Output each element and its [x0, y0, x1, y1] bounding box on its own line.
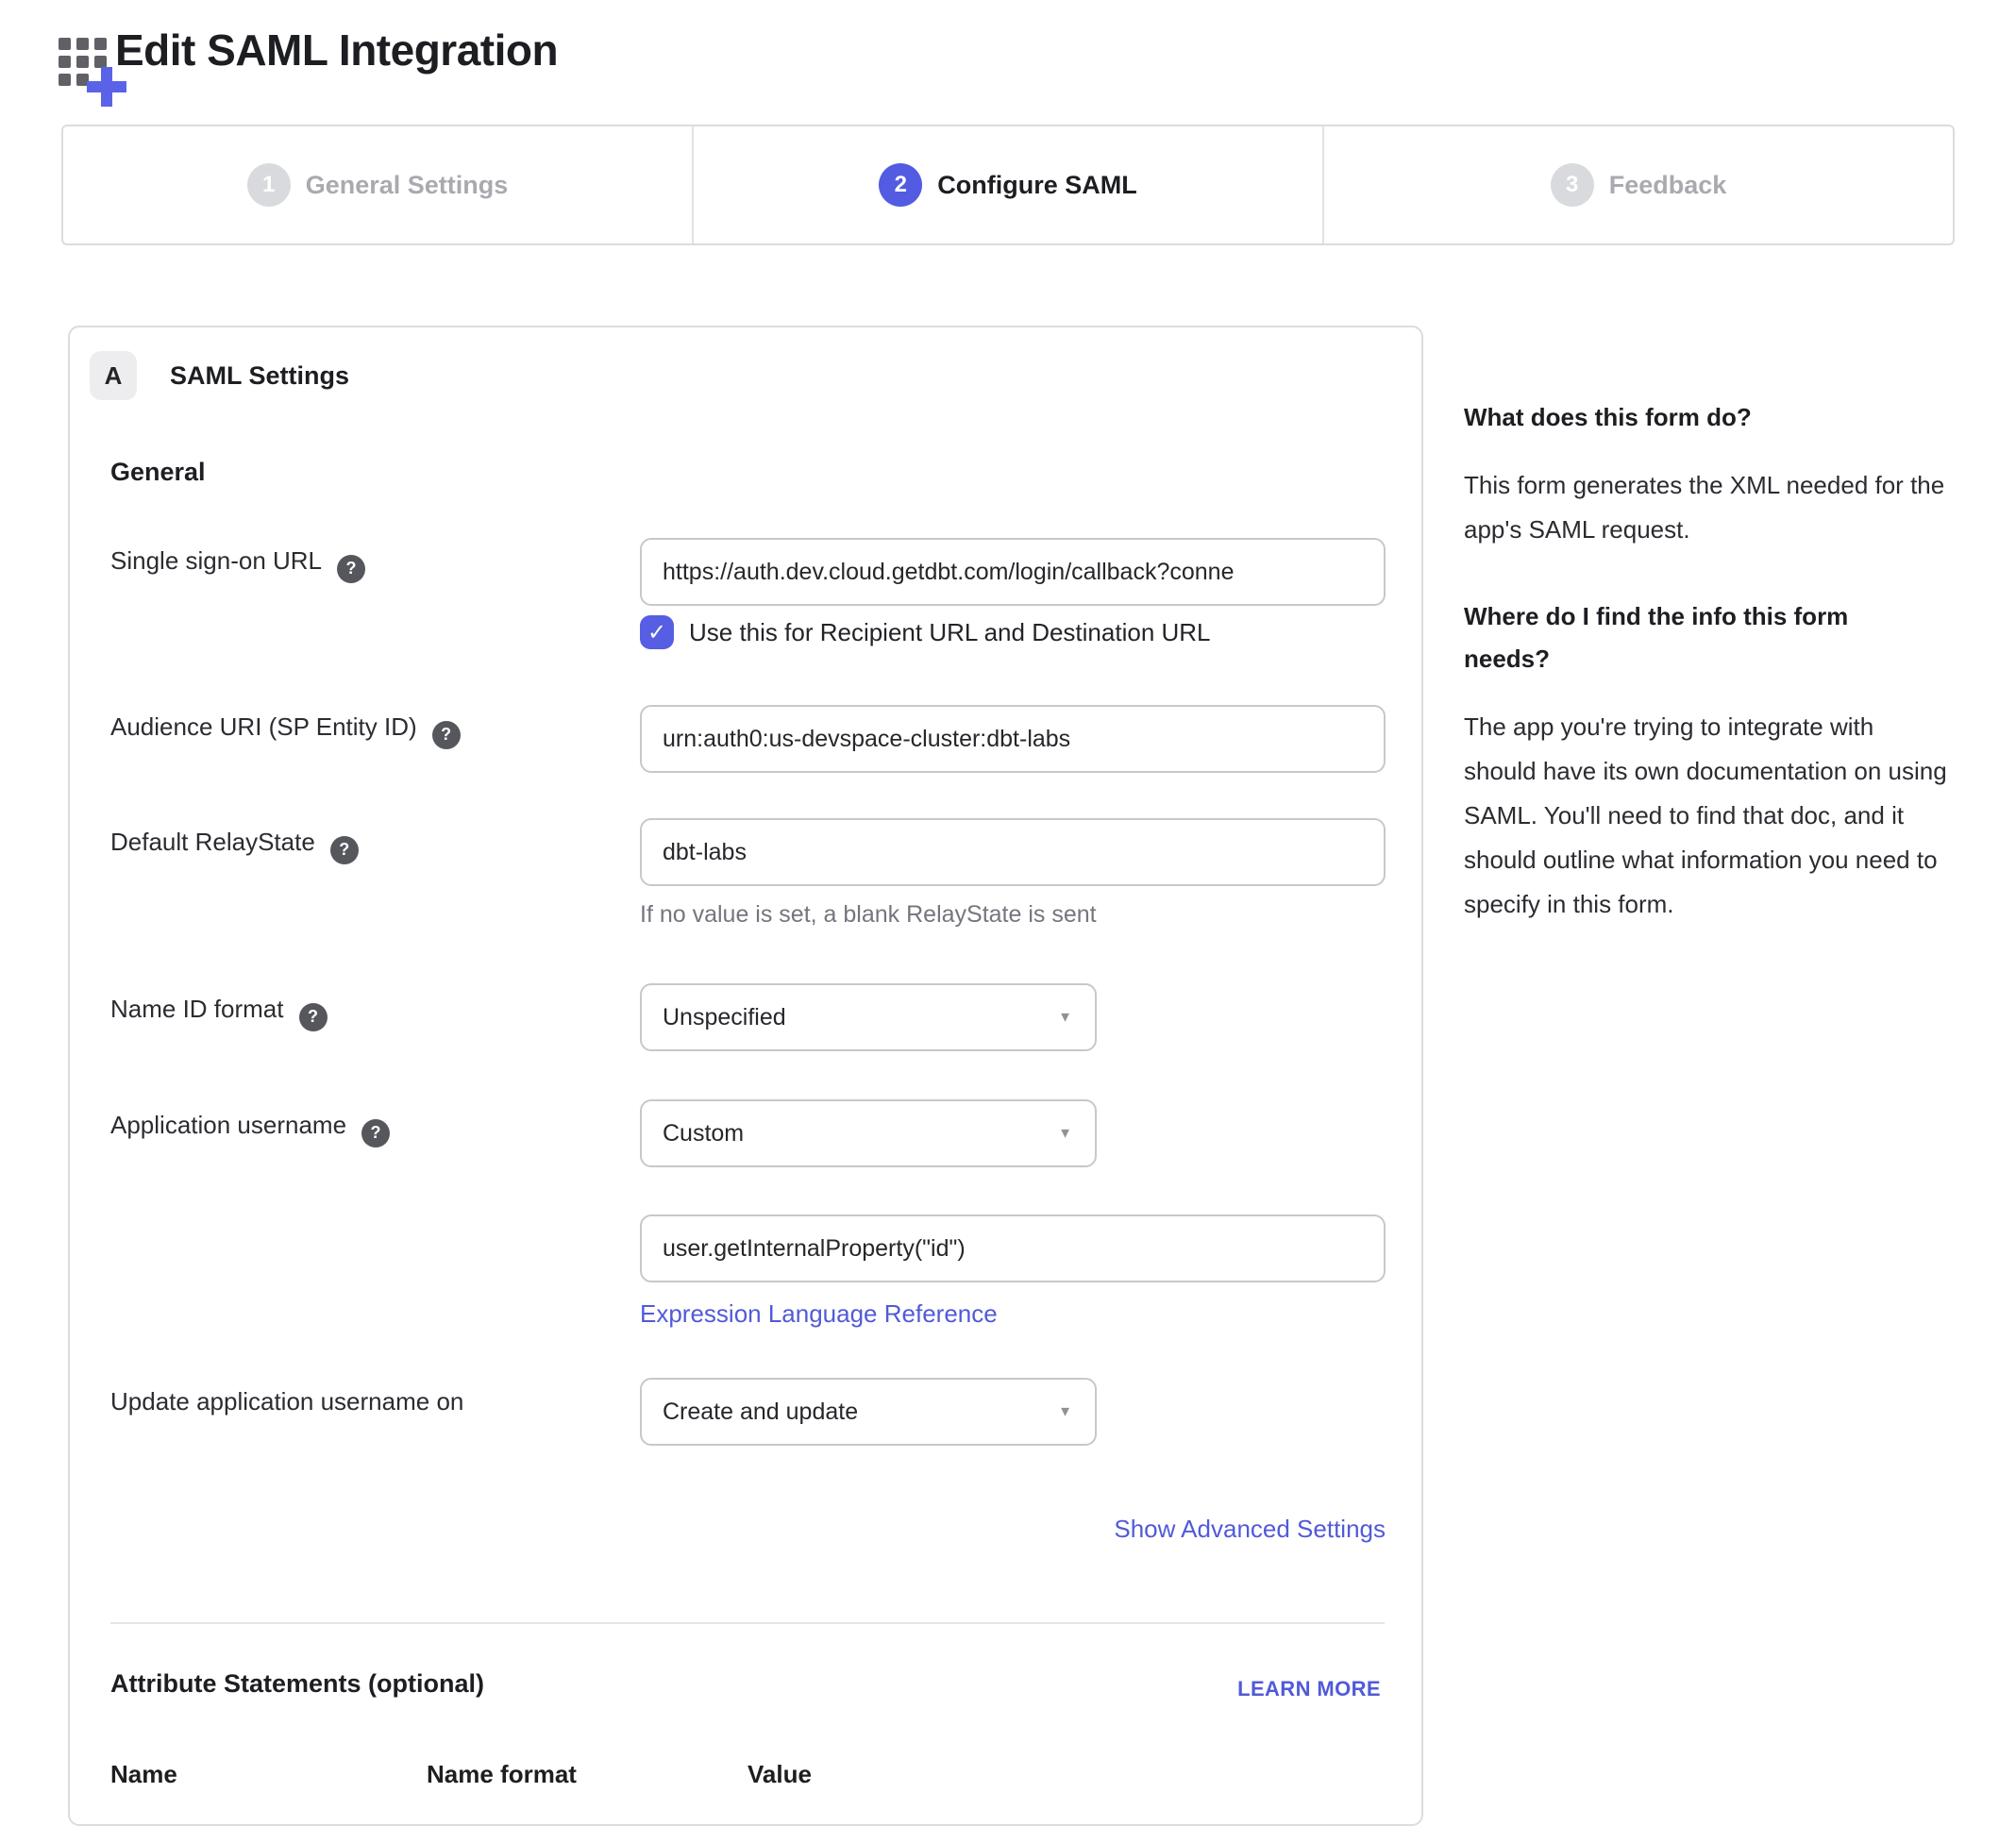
attribute-statements-heading: Attribute Statements (optional) — [110, 1669, 484, 1698]
general-heading: General — [110, 458, 206, 486]
wizard-step-feedback[interactable] — [1322, 126, 1953, 243]
show-advanced-settings-link[interactable]: Show Advanced Settings — [1114, 1515, 1386, 1543]
step-1-number: 1 — [247, 163, 291, 207]
help-sidebar — [1464, 396, 1947, 970]
help-answer-2: The app you're trying to integrate with should have its own documentation on using SAML. You'll need to find that doc, and it should outline what information you need to specify in this form. — [1464, 712, 1947, 918]
step-2-number: 2 — [879, 163, 922, 207]
relaystate-hint: If no value is set, a blank RelayState is sent — [640, 901, 1097, 928]
section-divider — [110, 1622, 1385, 1624]
update-username-select[interactable] — [640, 1378, 1097, 1446]
attr-col-format-header: Name format — [427, 1760, 577, 1788]
help-question-1: What does this form do? — [1464, 403, 1752, 431]
step-3-label: Feedback — [1608, 170, 1727, 199]
name-id-format-value: Unspecified — [663, 1003, 786, 1030]
relaystate-input[interactable] — [640, 818, 1386, 886]
step-3-number: 3 — [1551, 163, 1594, 207]
check-icon: ✓ — [647, 619, 667, 645]
app-username-label: Application username ? — [110, 1111, 390, 1148]
section-a-badge: A — [90, 351, 137, 400]
relaystate-label: Default RelayState ? — [110, 828, 359, 864]
attr-col-value-header: Value — [748, 1760, 812, 1788]
learn-more-link[interactable]: LEARN MORE — [1237, 1677, 1381, 1700]
help-icon[interactable]: ? — [299, 1003, 328, 1031]
chevron-down-icon: ▼ — [1058, 1009, 1072, 1026]
section-title: SAML Settings — [170, 361, 350, 390]
update-username-value: Create and update — [663, 1398, 859, 1425]
audience-uri-label: Audience URI (SP Entity ID) ? — [110, 712, 461, 749]
wizard-steps — [61, 125, 1955, 245]
expression-language-reference-link[interactable]: Expression Language Reference — [640, 1299, 998, 1328]
help-icon[interactable]: ? — [432, 721, 461, 749]
name-id-format-label: Name ID format ? — [110, 995, 328, 1031]
app-username-value: Custom — [663, 1119, 745, 1147]
app-username-select[interactable] — [640, 1099, 1097, 1167]
help-question-2: Where do I find the info this form needs? — [1464, 602, 1849, 673]
update-username-label: Update application username on — [110, 1387, 464, 1416]
recipient-url-checkbox-label: Use this for Recipient URL and Destination URL — [689, 618, 1211, 646]
help-icon[interactable]: ? — [361, 1119, 390, 1148]
page-title: Edit SAML Integration — [115, 25, 559, 75]
chevron-down-icon: ▼ — [1058, 1125, 1072, 1142]
wizard-step-general-settings[interactable] — [63, 126, 692, 243]
wizard-step-configure-saml[interactable] — [692, 126, 1322, 243]
help-answer-1: This form generates the XML needed for the app's SAML request. — [1464, 471, 1945, 544]
attr-col-name-header: Name — [110, 1760, 177, 1788]
recipient-url-checkbox[interactable] — [640, 615, 674, 649]
step-1-label: General Settings — [305, 170, 509, 199]
saml-settings-card — [68, 326, 1423, 1826]
chevron-down-icon: ▼ — [1058, 1403, 1072, 1420]
step-2-label: Configure SAML — [937, 170, 1137, 199]
help-icon[interactable]: ? — [337, 555, 365, 583]
sso-url-label: Single sign-on URL ? — [110, 546, 365, 583]
name-id-format-select[interactable] — [640, 983, 1097, 1051]
audience-uri-input[interactable] — [640, 705, 1386, 773]
help-icon[interactable]: ? — [330, 836, 359, 864]
custom-expression-input[interactable] — [640, 1215, 1386, 1282]
sso-url-input[interactable] — [640, 538, 1386, 606]
